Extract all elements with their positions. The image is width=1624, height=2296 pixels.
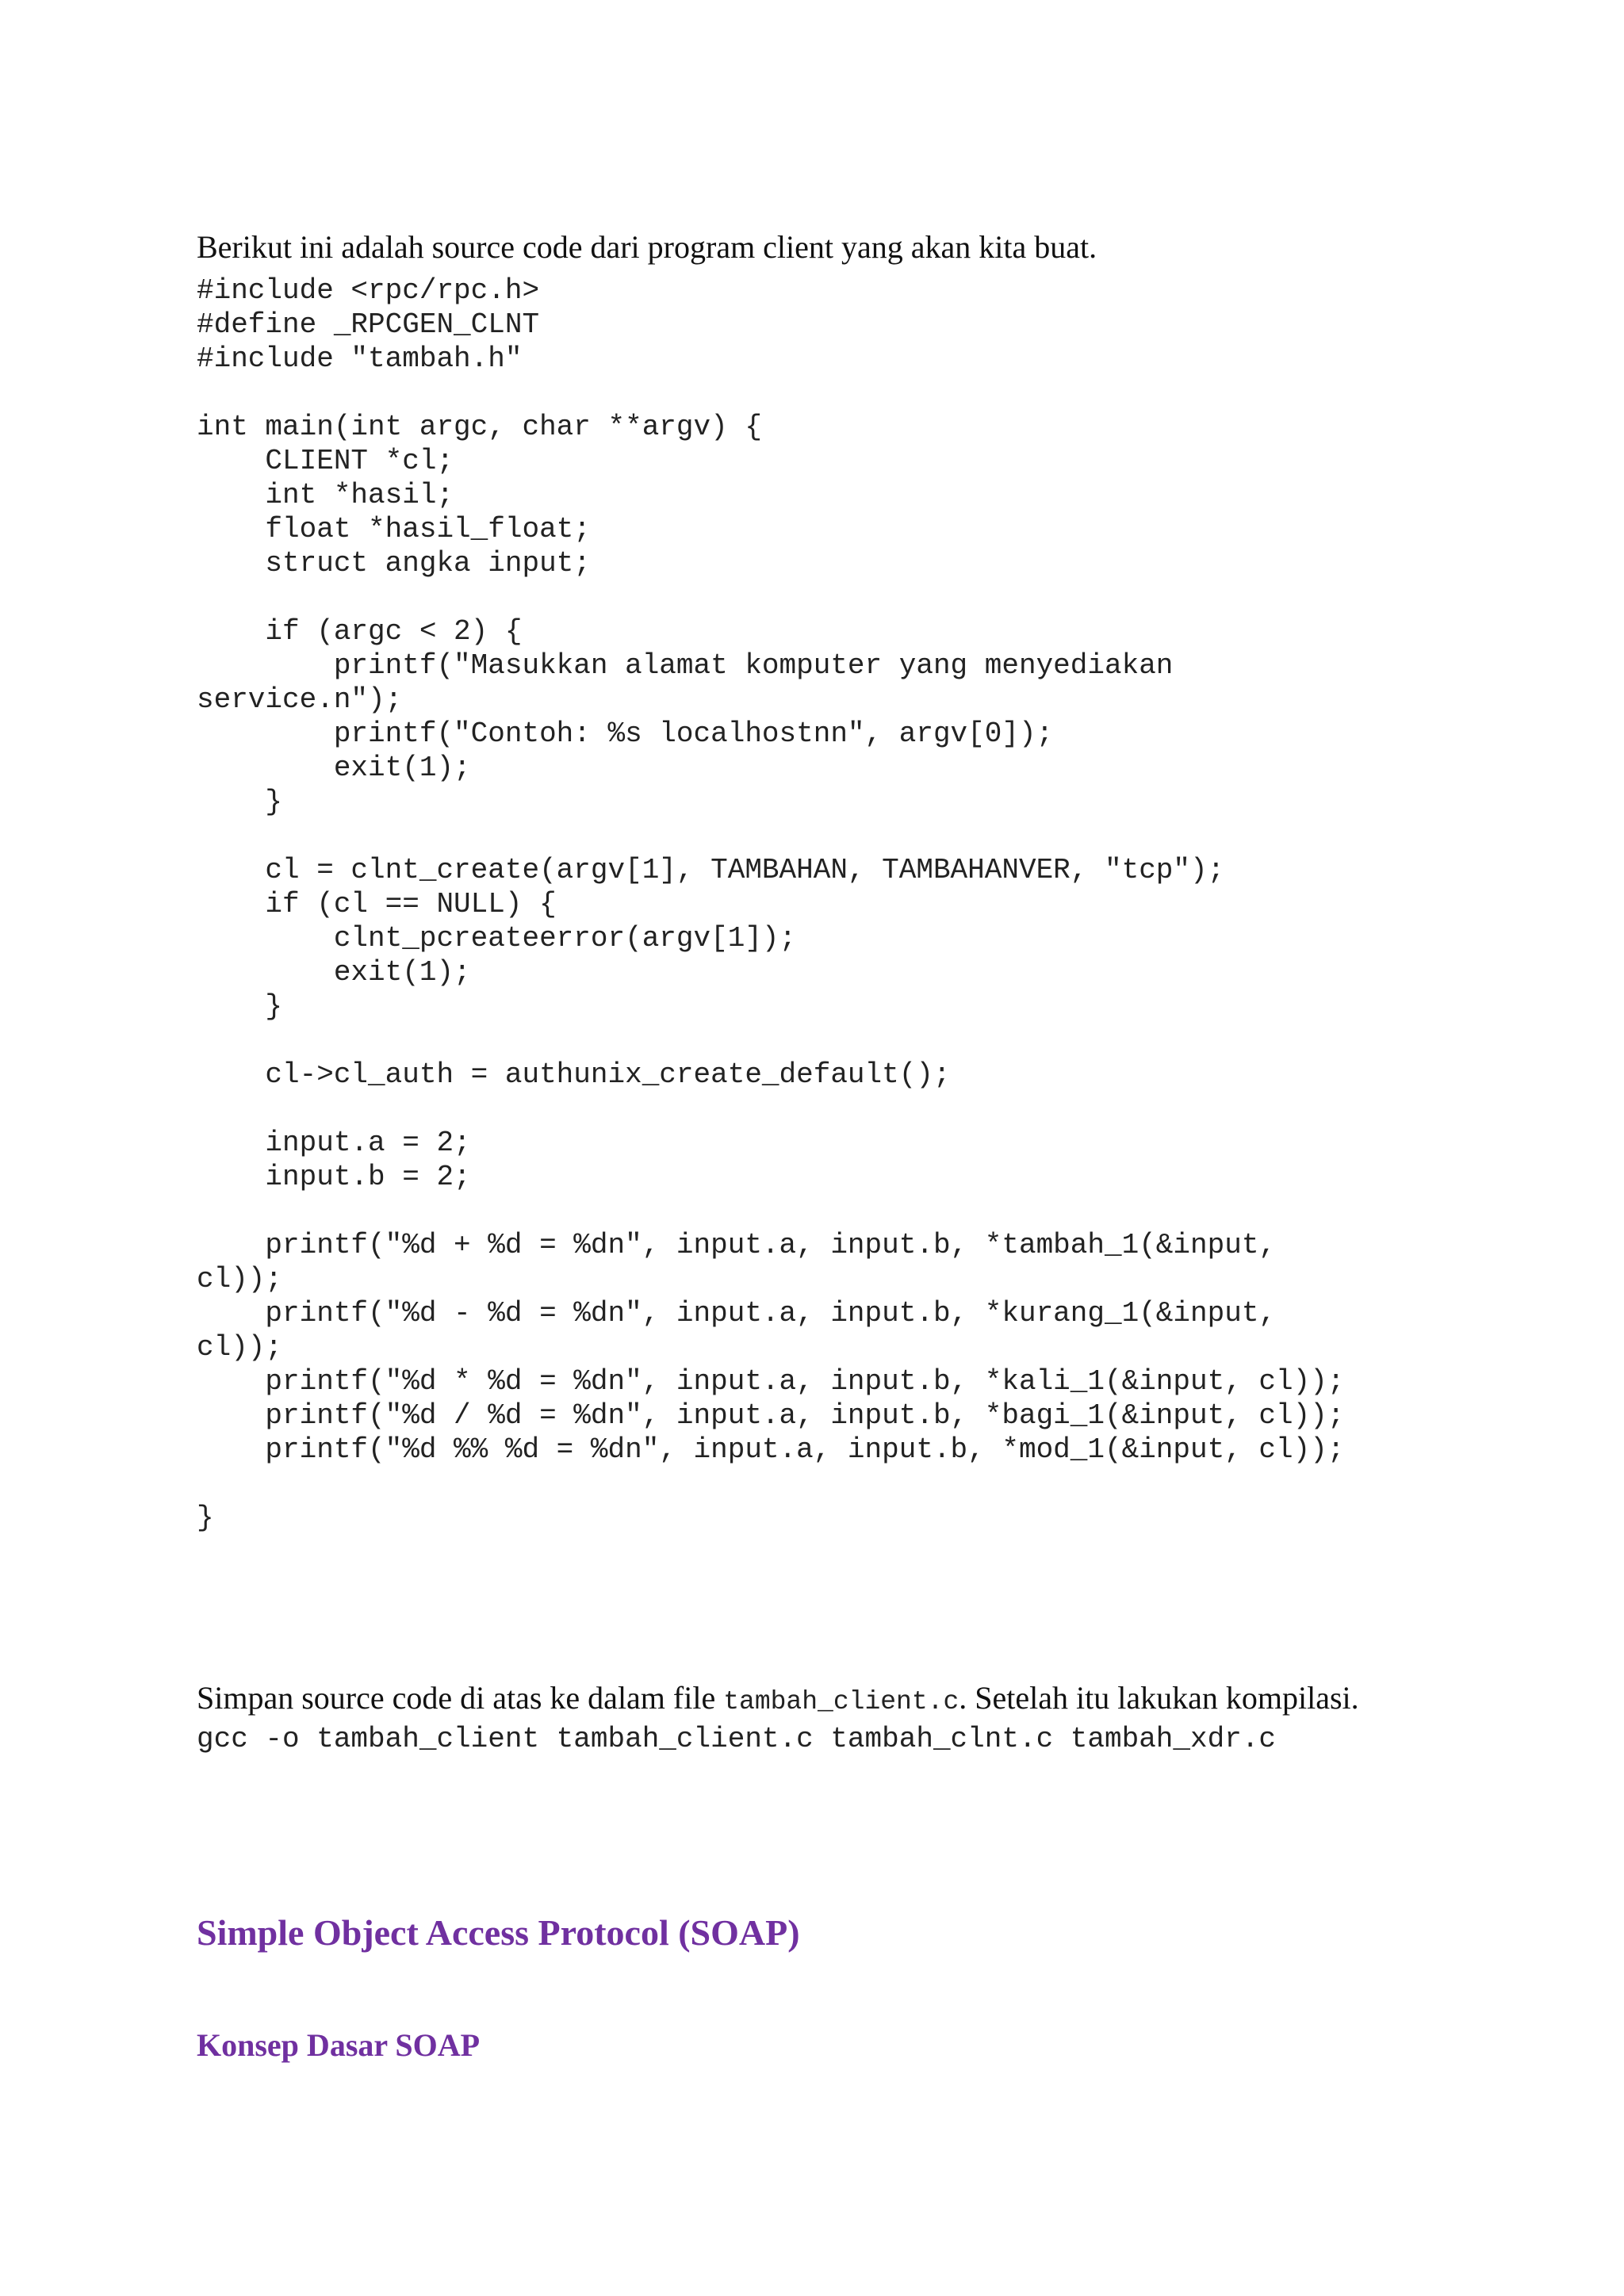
code-line: printf("%d + %d = %dn", input.a, input.b, *tambah_1(&input,: [197, 1229, 1277, 1261]
code-line: struct angka input;: [197, 547, 591, 580]
code-line: [197, 1024, 1344, 1058]
code-line: [197, 1092, 1344, 1126]
code-line: service.n");: [197, 683, 403, 716]
code-line: input.a = 2;: [197, 1127, 471, 1159]
code-line: int main(int argc, char **argv) {: [197, 411, 762, 443]
save-instruction-paragraph: [197, 1679, 1359, 1721]
code-line: }: [197, 1502, 214, 1534]
code-line: }: [197, 990, 283, 1023]
code-line: clnt_pcreateerror(argv[1]);: [197, 922, 797, 955]
code-line: [197, 1194, 1344, 1228]
code-line: [197, 580, 1344, 614]
code-line: int *hasil;: [197, 479, 454, 511]
code-line: input.b = 2;: [197, 1161, 471, 1193]
code-line: CLIENT *cl;: [197, 445, 454, 477]
code-line: }: [197, 786, 283, 818]
client-source-code-block: [197, 274, 1344, 1535]
code-line: printf("%d %% %d = %dn", input.a, input.b, *mod_1(&input, cl));: [197, 1433, 1345, 1466]
subsection-heading-konsep-dasar: Konsep Dasar SOAP: [197, 2027, 481, 2063]
code-line: printf("%d / %d = %dn", input.a, input.b, *bagi_1(&input, cl));: [197, 1399, 1345, 1432]
code-line: exit(1);: [197, 752, 471, 784]
code-line: if (cl == NULL) {: [197, 888, 557, 920]
code-line: cl = clnt_create(argv[1], TAMBAHAN, TAMBAHANVER, "tcp");: [197, 854, 1225, 886]
code-line: [197, 1467, 1344, 1501]
intro-paragraph: Berikut ini adalah source code dari program client yang akan kita buat.: [197, 229, 1097, 265]
code-line: float *hasil_float;: [197, 513, 591, 545]
code-line: [197, 376, 1344, 410]
section-heading-soap: Simple Object Access Protocol (SOAP): [197, 1912, 800, 1953]
save-text-after: . Setelah itu lakukan kompilasi.: [959, 1680, 1359, 1716]
code-line: printf("%d * %d = %dn", input.a, input.b, *kali_1(&input, cl));: [197, 1365, 1345, 1398]
code-line: #include <rpc/rpc.h>: [197, 274, 540, 307]
code-line: cl));: [197, 1263, 283, 1295]
compile-command-line: gcc -o tambah_client tambah_client.c tambah_clnt.c tambah_xdr.c: [197, 1723, 1277, 1755]
code-line: exit(1);: [197, 956, 471, 989]
code-line: printf("Masukkan alamat komputer yang menyediakan: [197, 649, 1174, 682]
code-line: if (argc < 2) {: [197, 615, 523, 648]
code-line: #include "tambah.h": [197, 342, 523, 375]
code-line: [197, 819, 1344, 853]
code-line: printf("Contoh: %s localhostnn", argv[0]);: [197, 718, 1054, 750]
code-line: cl));: [197, 1331, 283, 1364]
code-line: cl->cl_auth = authunix_create_default();: [197, 1058, 951, 1091]
code-line: printf("%d - %d = %dn", input.a, input.b, *kurang_1(&input,: [197, 1297, 1277, 1330]
code-line: #define _RPCGEN_CLNT: [197, 308, 540, 341]
filename-inline-code: tambah_client.c: [723, 1687, 959, 1716]
save-text-before: Simpan source code di atas ke dalam file: [197, 1680, 724, 1716]
compile-command-block: [197, 1722, 1276, 1756]
